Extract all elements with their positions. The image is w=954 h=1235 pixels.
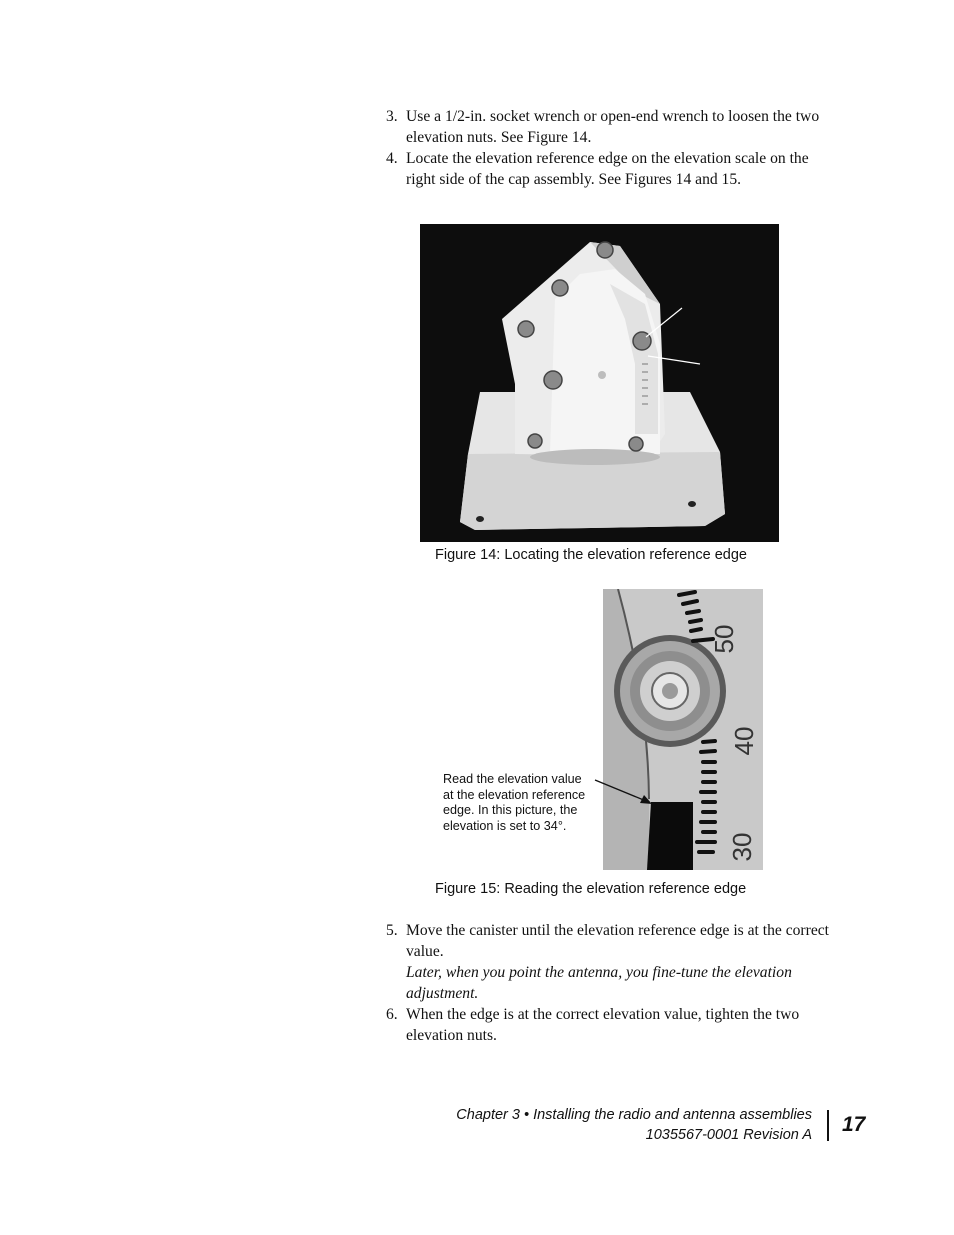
step-6 bbox=[386, 1005, 836, 1046]
step-number: 4. bbox=[386, 150, 398, 167]
step-text: Move the canister until the elevation reference edge is at the correct value. bbox=[406, 922, 829, 960]
step-5-note: Later, when you point the antenna, you fine-tune the elevation adjustment. bbox=[406, 964, 792, 1002]
step-text: Use a 1/2-in. socket wrench or open-end wrench to loosen the two elevation nuts. See Figure 14. bbox=[406, 108, 820, 146]
step-number: 5. bbox=[386, 922, 398, 939]
callout-line: elevation is set to 34°. bbox=[443, 819, 567, 834]
scale-label-50: 50 bbox=[709, 624, 739, 654]
steps-list-bottom bbox=[386, 921, 836, 1047]
figure-15-caption: Figure 15: Reading the elevation reference edge bbox=[435, 881, 747, 897]
callout-line: at the elevation reference bbox=[443, 787, 586, 802]
page-number: 17 bbox=[842, 1113, 866, 1136]
scale-label-30: 30 bbox=[727, 832, 757, 862]
step-4 bbox=[386, 149, 836, 190]
footer-divider bbox=[827, 1110, 829, 1141]
callout-line: Read the elevation value bbox=[443, 772, 582, 786]
scale-label-40: 40 bbox=[729, 726, 759, 756]
step-number: 3. bbox=[386, 108, 398, 125]
step-3 bbox=[386, 107, 836, 148]
figure-14-photo bbox=[420, 224, 779, 542]
page-footer bbox=[456, 1106, 812, 1145]
footer-chapter: Chapter 3 • Installing the radio and antenna assemblies bbox=[456, 1107, 812, 1123]
callout-line: edge. In this picture, the bbox=[443, 803, 578, 818]
step-text: Locate the elevation reference edge on the elevation scale on the right side of the cap assembly. See Figures 14 and 15. bbox=[406, 150, 809, 188]
steps-list-top bbox=[386, 107, 836, 191]
figure-15-callout bbox=[443, 772, 585, 835]
callout-arrow bbox=[590, 774, 660, 814]
step-number: 6. bbox=[386, 1006, 398, 1023]
step-text: When the edge is at the correct elevation value, tighten the two elevation nuts. bbox=[406, 1006, 800, 1044]
figure-14-caption: Figure 14: Locating the elevation reference edge bbox=[435, 547, 747, 563]
footer-revision: 1035567-0001 Revision A bbox=[645, 1126, 812, 1143]
figure-15-photo bbox=[603, 589, 763, 870]
step-5 bbox=[386, 921, 836, 962]
